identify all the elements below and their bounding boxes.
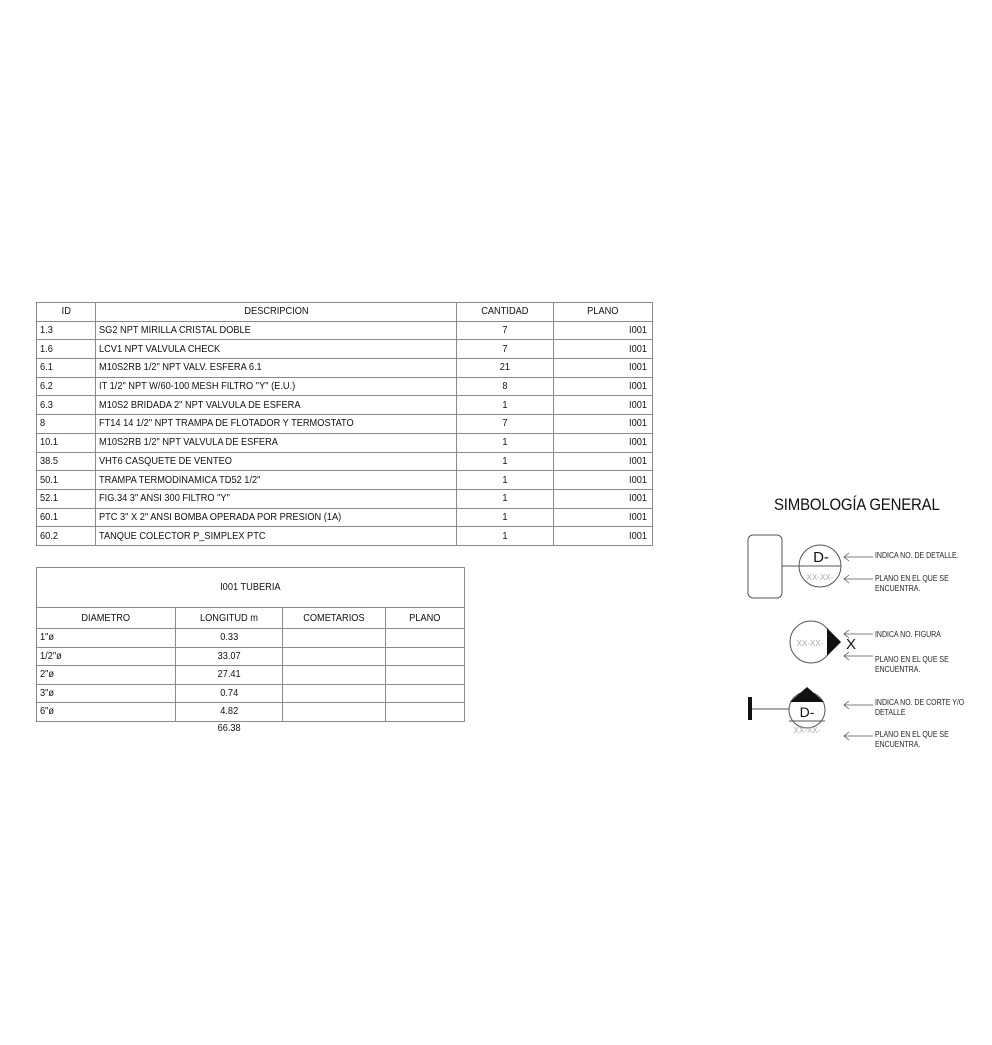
- items-header-row: [37, 303, 653, 322]
- item-row: [37, 489, 653, 508]
- item-quantity: 1: [457, 489, 554, 508]
- item-row: [37, 527, 653, 546]
- section-label-1: INDICA NO. DE CORTE Y/O DETALLE: [875, 697, 965, 717]
- item-plano: I001: [554, 396, 653, 415]
- item-description: IT 1/2" NPT W/60-100 MESH FILTRO "Y" (E.U.): [96, 377, 457, 396]
- item-id: 6.3: [37, 396, 96, 415]
- figure-symbol: [790, 621, 873, 663]
- pipe-comments: [283, 647, 386, 666]
- item-quantity: 7: [457, 321, 554, 340]
- item-id: 60.1: [37, 508, 96, 527]
- pipe-diameter: 1"ø: [37, 629, 176, 648]
- item-row: [37, 359, 653, 378]
- detail-reference-box: [748, 535, 782, 598]
- pipe-row: [37, 666, 465, 685]
- item-plano: I001: [554, 433, 653, 452]
- item-plano: I001: [554, 489, 653, 508]
- figure-sub-text: XX-XX-: [796, 639, 824, 648]
- detail-sub-text: XX-XX-: [806, 573, 834, 582]
- pipe-diameter: 1/2"ø: [37, 647, 176, 666]
- detail-symbol-text: D-: [813, 549, 829, 566]
- item-description: PTC 3" X 2" ANSI BOMBA OPERADA POR PRESION (1A): [96, 508, 457, 527]
- items-header-cantidad: CANTIDAD: [457, 303, 554, 322]
- item-id: 1.6: [37, 340, 96, 359]
- item-id: 1.3: [37, 321, 96, 340]
- item-description: M10S2RB 1/2" NPT VALVULA DE ESFERA: [96, 433, 457, 452]
- item-description: VHT6 CASQUETE DE VENTEO: [96, 452, 457, 471]
- pipe-length: 33.07: [176, 647, 283, 666]
- item-quantity: 1: [457, 396, 554, 415]
- item-description: SG2 NPT MIRILLA CRISTAL DOBLE: [96, 321, 457, 340]
- items-header-plano: PLANO: [554, 303, 653, 322]
- item-row: [37, 452, 653, 471]
- item-id: 60.2: [37, 527, 96, 546]
- pipe-diameter: 6"ø: [37, 703, 176, 722]
- section-cut-mark: [748, 697, 752, 720]
- item-quantity: 21: [457, 359, 554, 378]
- pipe-plano: [386, 666, 465, 685]
- pipe-length: 0.74: [176, 684, 283, 703]
- pipe-table: [36, 607, 465, 722]
- item-quantity: 1: [457, 452, 554, 471]
- pipe-total-length: 66.38: [217, 722, 241, 734]
- items-header-id: ID: [37, 303, 96, 322]
- item-row: [37, 508, 653, 527]
- pipe-comments: [283, 684, 386, 703]
- item-row: [37, 396, 653, 415]
- item-plano: I001: [554, 415, 653, 434]
- pipe-diameter: 2"ø: [37, 666, 176, 685]
- item-id: 52.1: [37, 489, 96, 508]
- pipe-comments: [283, 629, 386, 648]
- item-description: FT14 14 1/2" NPT TRAMPA DE FLOTADOR Y TERMOSTATO: [96, 415, 457, 434]
- section-label-2: PLANO EN EL QUE SE ENCUENTRA.: [875, 729, 949, 749]
- item-row: [37, 321, 653, 340]
- item-plano: I001: [554, 452, 653, 471]
- item-quantity: 1: [457, 471, 554, 490]
- pipe-header-longitud: LONGITUD m: [176, 608, 283, 629]
- figure-pointer: [827, 628, 841, 656]
- item-plano: I001: [554, 340, 653, 359]
- item-id: 6.2: [37, 377, 96, 396]
- symbology-title: SIMBOLOGÍA GENERAL: [774, 495, 940, 514]
- item-plano: I001: [554, 377, 653, 396]
- item-quantity: 7: [457, 340, 554, 359]
- item-plano: I001: [554, 508, 653, 527]
- pipe-row: [37, 703, 465, 722]
- section-symbol-text: D-: [799, 704, 815, 720]
- section-sub-text: XX-XX-: [793, 726, 821, 735]
- detail-symbol: [748, 535, 873, 598]
- item-quantity: 7: [457, 415, 554, 434]
- pipe-length: 4.82: [176, 703, 283, 722]
- item-description: M10S2RB 1/2" NPT VALV. ESFERA 6.1: [96, 359, 457, 378]
- item-row: [37, 377, 653, 396]
- pipe-plano: [386, 647, 465, 666]
- pipe-length: 27.41: [176, 666, 283, 685]
- detail-label-2: PLANO EN EL QUE SE ENCUENTRA.: [875, 573, 949, 593]
- item-id: 50.1: [37, 471, 96, 490]
- item-row: [37, 340, 653, 359]
- pipe-table-body: [37, 629, 465, 722]
- item-quantity: 1: [457, 508, 554, 527]
- pipe-diameter: 3"ø: [37, 684, 176, 703]
- pipe-row: [37, 647, 465, 666]
- symbology-diagram: [740, 530, 980, 760]
- pipe-length: 0.33: [176, 629, 283, 648]
- item-description: TRAMPA TERMODINAMICA TD52 1/2": [96, 471, 457, 490]
- item-quantity: 1: [457, 527, 554, 546]
- items-header-descripcion: DESCRIPCION: [96, 303, 457, 322]
- pipe-table-title-box: [36, 567, 465, 607]
- pipe-header-diametro: DIAMETRO: [37, 608, 176, 629]
- pipe-table-title: I001 TUBERIA: [220, 581, 281, 593]
- figure-symbol-text: X: [846, 636, 857, 653]
- item-row: [37, 471, 653, 490]
- pipe-row: [37, 684, 465, 703]
- pipe-plano: [386, 629, 465, 648]
- item-description: FIG.34 3" ANSI 300 FILTRO "Y": [96, 489, 457, 508]
- item-plano: I001: [554, 471, 653, 490]
- item-description: M10S2 BRIDADA 2" NPT VALVULA DE ESFERA: [96, 396, 457, 415]
- item-description: LCV1 NPT VALVULA CHECK: [96, 340, 457, 359]
- item-row: [37, 433, 653, 452]
- item-quantity: 8: [457, 377, 554, 396]
- pipe-comments: [283, 703, 386, 722]
- item-id: 10.1: [37, 433, 96, 452]
- pipe-plano: [386, 703, 465, 722]
- item-row: [37, 415, 653, 434]
- items-table: [36, 302, 653, 546]
- pipe-header-row: [37, 608, 465, 629]
- section-symbol: [748, 687, 873, 740]
- item-quantity: 1: [457, 433, 554, 452]
- pipe-header-plano: PLANO: [386, 608, 465, 629]
- item-id: 38.5: [37, 452, 96, 471]
- pipe-header-comentarios: COMETARIOS: [283, 608, 386, 629]
- item-plano: I001: [554, 359, 653, 378]
- figure-label-2: PLANO EN EL QUE SE ENCUENTRA.: [875, 654, 949, 674]
- figure-label-1: INDICA NO. FIGURA: [875, 629, 941, 639]
- pipe-comments: [283, 666, 386, 685]
- item-plano: I001: [554, 321, 653, 340]
- section-pointer: [790, 687, 824, 702]
- items-table-body: [37, 321, 653, 545]
- item-plano: I001: [554, 527, 653, 546]
- item-id: 8: [37, 415, 96, 434]
- pipe-row: [37, 629, 465, 648]
- pipe-plano: [386, 684, 465, 703]
- item-description: TANQUE COLECTOR P_SIMPLEX PTC: [96, 527, 457, 546]
- detail-label-1: INDICA NO. DE DETALLE.: [875, 550, 959, 560]
- item-id: 6.1: [37, 359, 96, 378]
